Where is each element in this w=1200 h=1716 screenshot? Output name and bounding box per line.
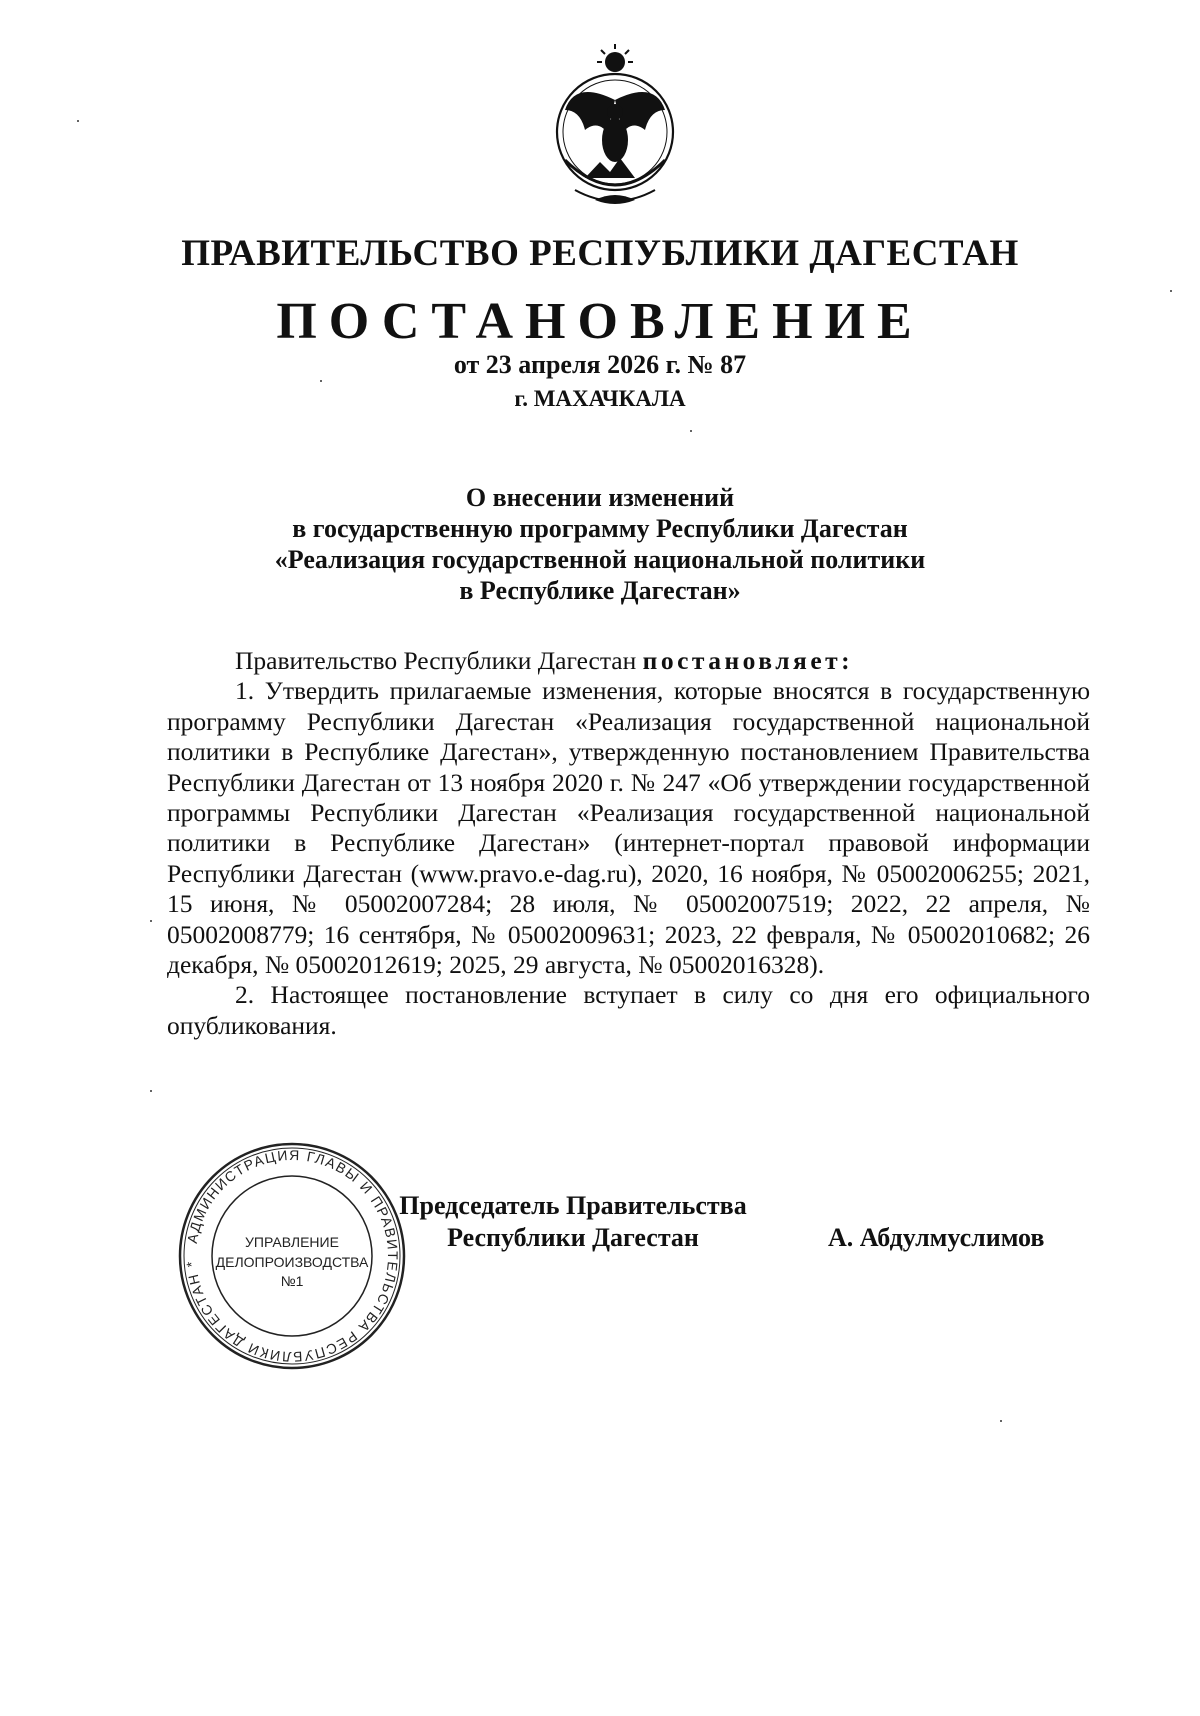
subject-line: О внесении изменений [465, 483, 735, 512]
signer-name: А. Абдулмуслимов [828, 1223, 1045, 1252]
signer-position [383, 1190, 763, 1254]
official-stamp [176, 1140, 408, 1372]
stamp-ring-text: АДМИНИСТРАЦИЯ ГЛАВЫ И ПРАВИТЕЛЬСТВА РЕСПУБЛИКИ ДАГЕСТАН * [183, 1146, 402, 1366]
scan-speck [690, 430, 692, 432]
scan-speck [150, 920, 152, 922]
scan-speck [77, 120, 79, 122]
scan-speck [1170, 290, 1172, 292]
dateline: от 23 апреля 2026 г. № 87 [453, 350, 747, 379]
intro-text: Правительство Республики Дагестан [235, 646, 637, 675]
signer-position-line1: Председатель Правительства [399, 1191, 747, 1220]
stamp-center-line2: ДЕЛОПРОИЗВОДСТВА [215, 1254, 369, 1270]
document-type: ПОСТАНОВЛЕНИЕ [276, 293, 924, 350]
city: г. МАХАЧКАЛА [514, 386, 686, 411]
item-1: 1. Утвердить прилагаемые изменения, которые вносятся в государственную программу Республики Дагестан «Реализация государственной национальной политики в Республике Дагестан», утвержденную постановлением Правительства Республики Дагестан от 13 ноября 2020 г. № 247 «Об утверждении государственной программы Республики Дагестан «Реализация государственной национальной политики в Республике Дагестан» (интернет-портал правовой информации Республики Дагестан (www.pravo.e-dag.ru), 2020, 16 ноября, № 05002006255; 2021, 15 июня, № 05002007284; 28 июля, № 05002007519; 2022, 22 апреля, № 05002008779; 16 сентября, № 05002009631; 2023, 22 февраля, № 05002010682; 26 декабря, № 05002012619; 2025, 29 августа, № 05002016328). [167, 676, 1090, 980]
intro-keyword: постановляет: [642, 646, 854, 675]
government-title: ПРАВИТЕЛЬСТВО РЕСПУБЛИКИ ДАГЕСТАН [181, 233, 1019, 274]
document-subject [0, 482, 1200, 606]
coat-of-arms-dagestan-icon [535, 40, 695, 215]
document-body [167, 646, 1090, 1041]
subject-line: в Республике Дагестан» [459, 576, 741, 605]
stamp-center-line3: №1 [280, 1273, 304, 1289]
scan-speck [1000, 1420, 1002, 1422]
scan-speck [320, 380, 322, 382]
intro-paragraph [167, 646, 1090, 676]
subject-line: «Реализация государственной национальной политики [274, 545, 926, 574]
scan-speck [150, 1090, 152, 1092]
signer-position-line2: Республики Дагестан [447, 1223, 699, 1252]
subject-line: в государственную программу Республики Дагестан [292, 514, 908, 543]
item-2: 2. Настоящее постановление вступает в силу со дня его официального опубликования. [167, 980, 1090, 1040]
stamp-center-line1: УПРАВЛЕНИЕ [245, 1234, 339, 1250]
